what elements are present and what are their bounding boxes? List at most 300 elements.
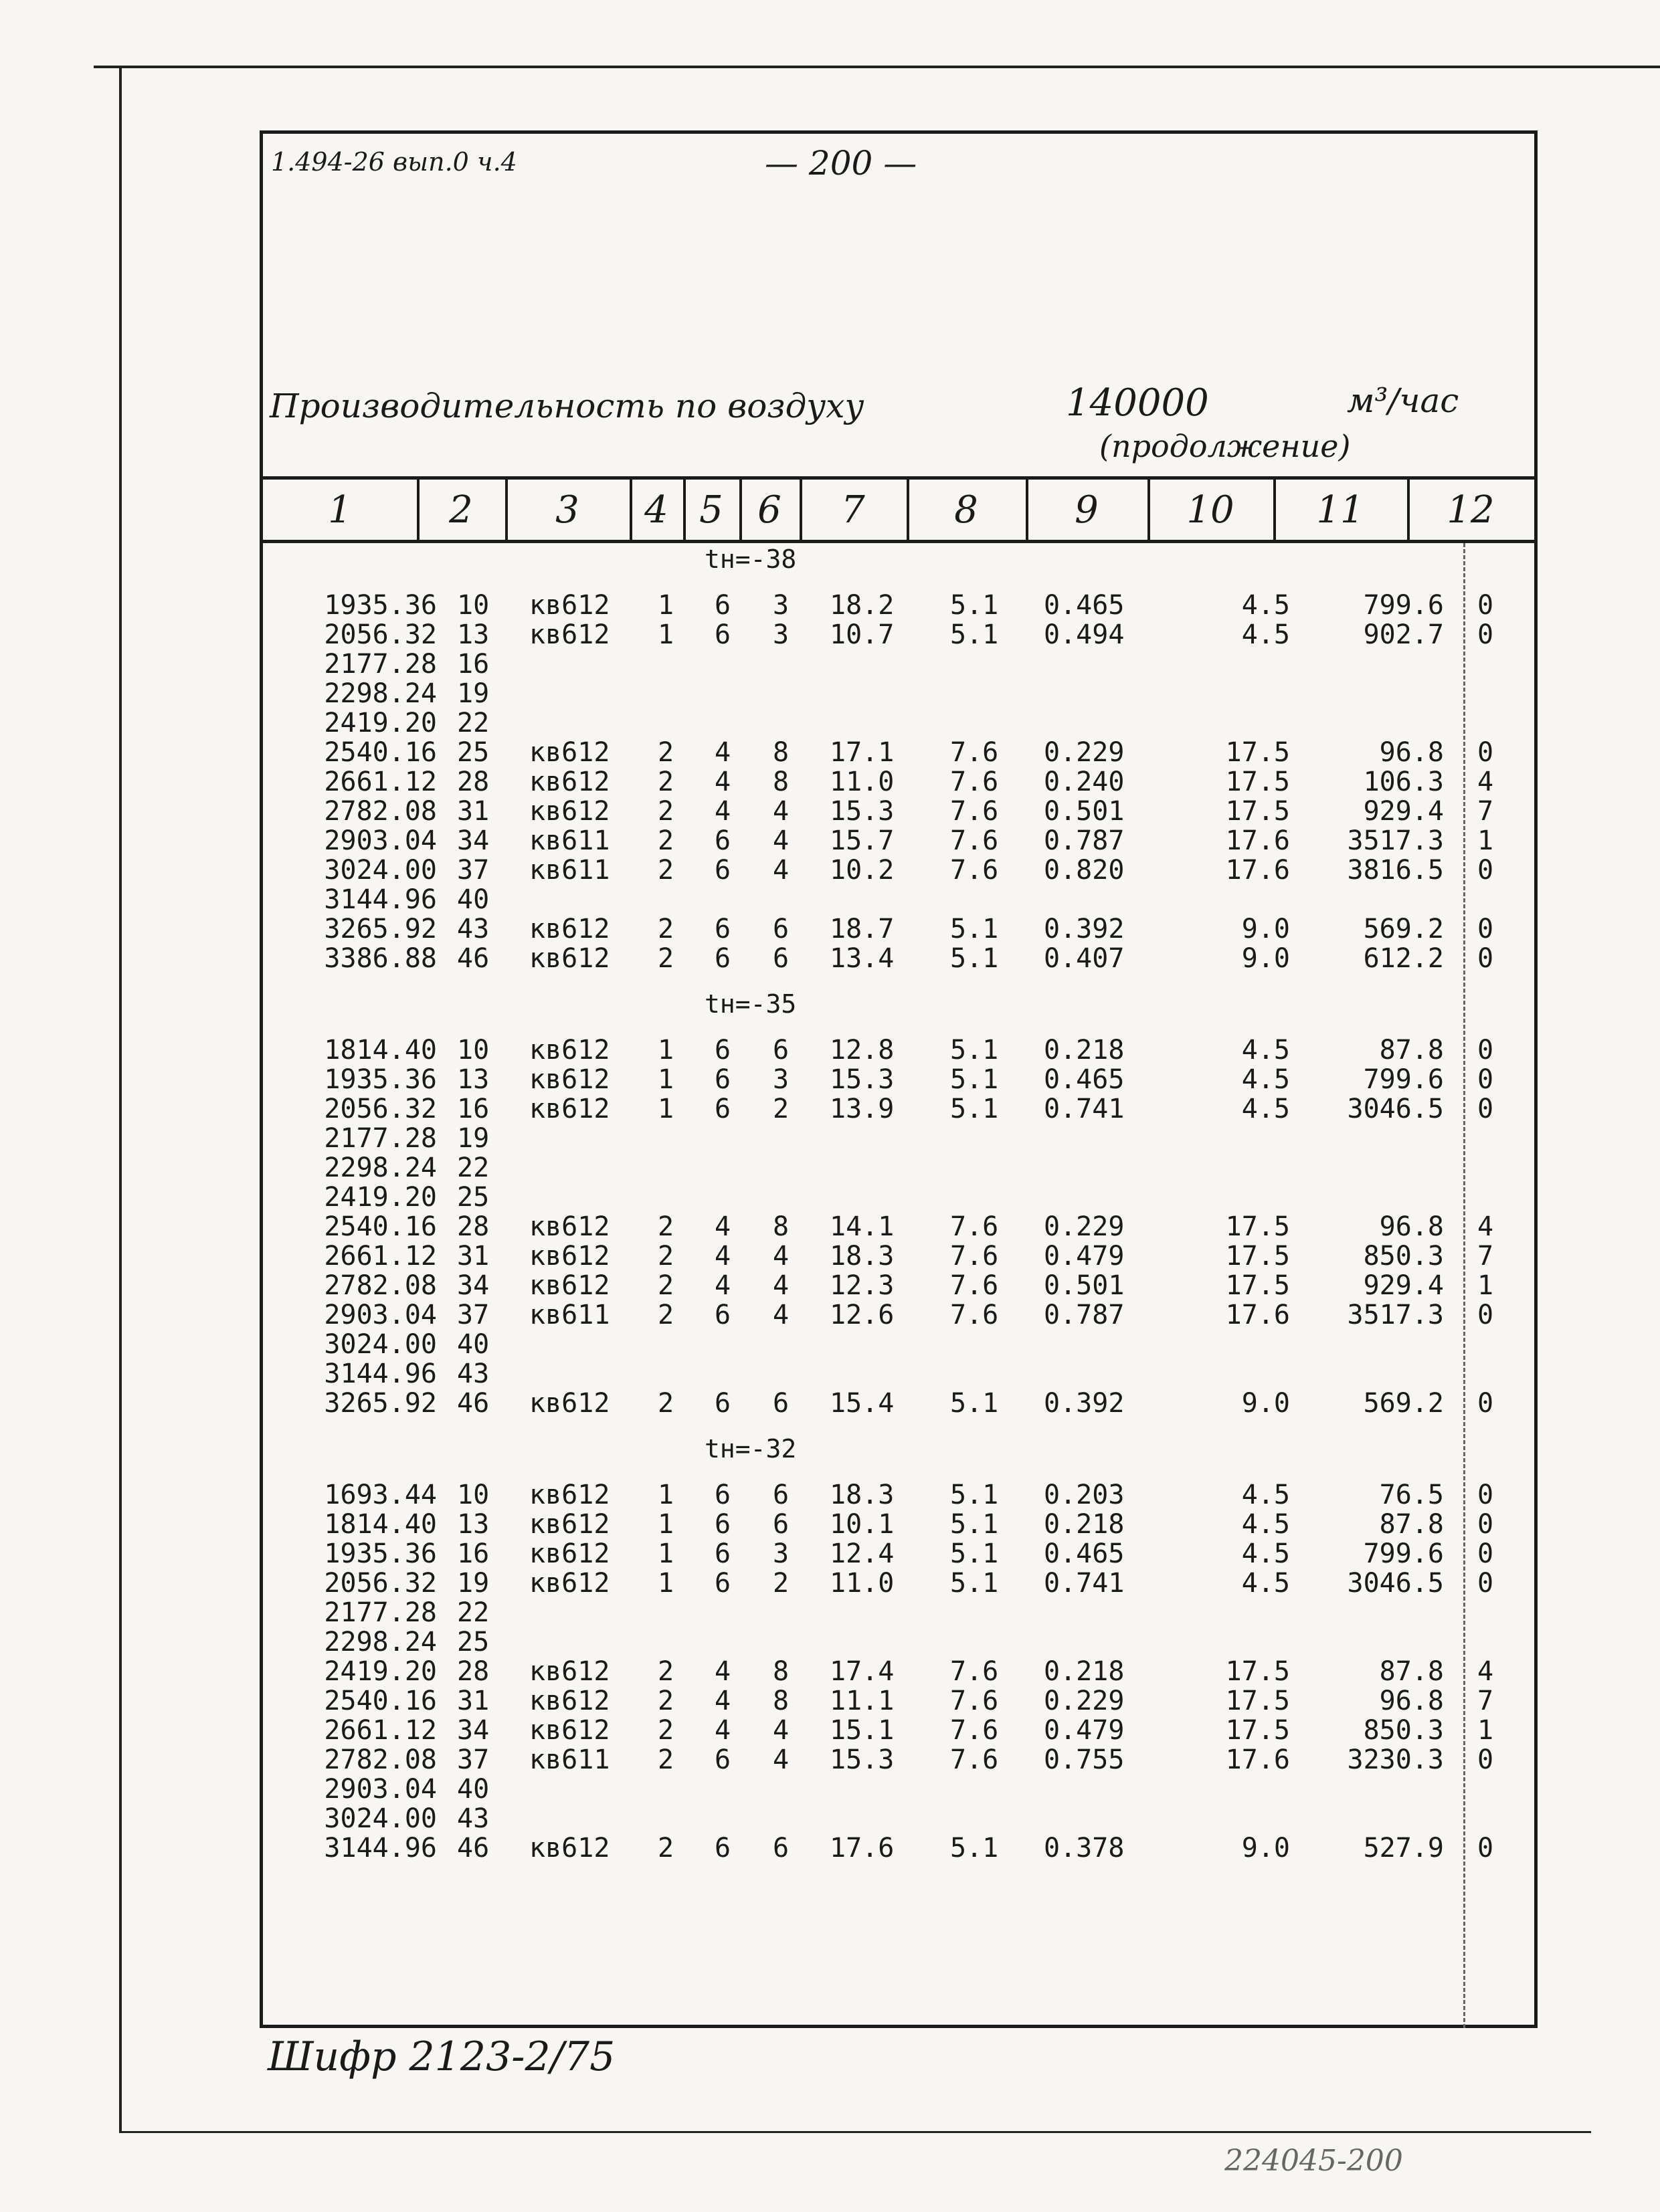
table-row — [263, 1538, 1534, 1569]
cell-col-4: 1 — [658, 1035, 674, 1066]
cell-col-1: 2419.20 — [324, 1182, 437, 1213]
cell-col-1: 2782.08 — [324, 1744, 437, 1775]
cell-col-11: 929.4 — [1363, 796, 1444, 827]
cell-col-11: 87.8 — [1379, 1509, 1444, 1540]
cell-col-11: 87.8 — [1379, 1035, 1444, 1066]
column-header-9: 9 — [1075, 488, 1099, 532]
cell-col-3: кв612 — [529, 1833, 610, 1864]
cell-col-1: 2903.04 — [324, 825, 437, 856]
cell-col-4: 2 — [658, 855, 674, 886]
cell-col-12: 0 — [1477, 590, 1494, 621]
cell-col-1: 3265.92 — [324, 1388, 437, 1419]
table-row — [263, 855, 1534, 886]
cell-col-11: 799.6 — [1363, 1064, 1444, 1095]
table-row — [263, 649, 1534, 680]
cell-col-4: 2 — [658, 825, 674, 856]
column-header-row — [263, 476, 1534, 543]
cell-col-2: 31 — [457, 1241, 490, 1272]
cell-col-7: 15.1 — [830, 1715, 895, 1746]
cell-col-2: 40 — [457, 1329, 490, 1360]
cell-col-10: 4.5 — [1241, 619, 1290, 650]
cell-col-1: 1693.44 — [324, 1480, 437, 1510]
cell-col-6: 2 — [773, 1568, 790, 1599]
cell-col-12: 0 — [1477, 1509, 1494, 1540]
cell-col-12: 0 — [1477, 1833, 1494, 1864]
cell-col-1: 3144.96 — [324, 1833, 437, 1864]
cell-col-3: кв611 — [529, 1744, 610, 1775]
cell-col-7: 11.1 — [830, 1686, 895, 1716]
cell-col-4: 1 — [658, 1064, 674, 1095]
cell-col-9: 0.465 — [1044, 590, 1125, 621]
table-row — [263, 1833, 1534, 1864]
cell-col-10: 9.0 — [1241, 1388, 1290, 1419]
cell-col-7: 12.4 — [830, 1538, 895, 1569]
cell-col-8: 7.6 — [950, 1715, 999, 1746]
cell-col-6: 8 — [773, 767, 790, 797]
cell-col-11: 929.4 — [1363, 1270, 1444, 1301]
cell-col-12: 0 — [1477, 1300, 1494, 1330]
cell-col-11: 3230.3 — [1347, 1744, 1444, 1775]
cell-col-9: 0.741 — [1044, 1094, 1125, 1124]
cell-col-10: 17.5 — [1225, 767, 1290, 797]
cell-col-2: 19 — [457, 1568, 490, 1599]
airflow-value: 140000 — [1066, 381, 1209, 425]
table-body — [263, 543, 1534, 2028]
column-header-5: 5 — [699, 488, 723, 532]
table-row — [263, 1329, 1534, 1360]
cell-col-7: 13.9 — [830, 1094, 895, 1124]
cell-col-6: 4 — [773, 1744, 790, 1775]
cell-col-6: 4 — [773, 855, 790, 886]
cell-col-10: 9.0 — [1241, 914, 1290, 944]
cell-col-2: 25 — [457, 1182, 490, 1213]
table-row — [263, 678, 1534, 709]
cell-col-1: 2540.16 — [324, 1686, 437, 1716]
table-row — [263, 1152, 1534, 1183]
table-row — [263, 796, 1534, 827]
column-separator — [1273, 480, 1276, 540]
cell-col-2: 46 — [457, 1833, 490, 1864]
cell-col-2: 37 — [457, 1744, 490, 1775]
table-row — [263, 1803, 1534, 1834]
cell-col-7: 10.2 — [830, 855, 895, 886]
table-row — [263, 1035, 1534, 1066]
table-row — [263, 1480, 1534, 1510]
cell-col-11: 87.8 — [1379, 1656, 1444, 1687]
cell-col-12: 1 — [1477, 1715, 1494, 1746]
cell-col-5: 6 — [715, 1538, 731, 1569]
cell-col-1: 3144.96 — [324, 1359, 437, 1389]
cell-col-10: 17.6 — [1225, 1744, 1290, 1775]
cell-col-5: 6 — [715, 855, 731, 886]
table-row — [263, 708, 1534, 738]
cell-col-1: 2782.08 — [324, 796, 437, 827]
cell-col-11: 850.3 — [1363, 1715, 1444, 1746]
cell-col-6: 4 — [773, 825, 790, 856]
cell-col-6: 6 — [773, 1388, 790, 1419]
cell-col-2: 40 — [457, 1774, 490, 1805]
cell-col-9: 0.218 — [1044, 1035, 1125, 1066]
cell-col-7: 12.6 — [830, 1300, 895, 1330]
cell-col-2: 22 — [457, 708, 490, 738]
cell-col-3: кв612 — [529, 737, 610, 768]
cell-col-7: 14.1 — [830, 1211, 895, 1242]
cell-col-8: 7.6 — [950, 1211, 999, 1242]
cell-col-5: 6 — [715, 825, 731, 856]
cell-col-8: 7.6 — [950, 1656, 999, 1687]
cell-col-5: 6 — [715, 1064, 731, 1095]
document-reference: 1.494-26 вып.0 ч.4 — [271, 147, 517, 177]
archive-stamp: 224045-200 — [1224, 2144, 1403, 2178]
cell-col-11: 569.2 — [1363, 914, 1444, 944]
cell-col-4: 1 — [658, 619, 674, 650]
table-row — [263, 737, 1534, 768]
cell-col-12: 1 — [1477, 1270, 1494, 1301]
column-header-3: 3 — [555, 488, 579, 532]
cell-col-5: 4 — [715, 1211, 731, 1242]
cell-col-12: 0 — [1477, 619, 1494, 650]
table-row — [263, 1774, 1534, 1805]
cell-col-7: 17.4 — [830, 1656, 895, 1687]
cell-col-11: 106.3 — [1363, 767, 1444, 797]
column-separator — [505, 480, 508, 540]
cell-col-5: 6 — [715, 943, 731, 974]
cell-col-8: 5.1 — [950, 1388, 999, 1419]
cell-col-1: 2419.20 — [324, 1656, 437, 1687]
cell-col-1: 2419.20 — [324, 708, 437, 738]
section-label: tн=-32 — [705, 1434, 797, 1464]
cell-col-2: 10 — [457, 590, 490, 621]
cell-col-2: 28 — [457, 1656, 490, 1687]
cell-col-1: 2298.24 — [324, 1152, 437, 1183]
cell-col-3: кв612 — [529, 796, 610, 827]
cell-col-1: 1814.40 — [324, 1509, 437, 1540]
outer-frame-left — [119, 66, 122, 2132]
cell-col-1: 2903.04 — [324, 1774, 437, 1805]
cell-col-2: 13 — [457, 1509, 490, 1540]
cell-col-1: 2298.24 — [324, 1627, 437, 1657]
cell-col-3: кв612 — [529, 1656, 610, 1687]
column-header-2: 2 — [449, 488, 473, 532]
cell-col-4: 1 — [658, 1568, 674, 1599]
table-row — [263, 767, 1534, 797]
cell-col-2: 46 — [457, 1388, 490, 1419]
cell-col-6: 8 — [773, 1686, 790, 1716]
cell-col-2: 31 — [457, 796, 490, 827]
cell-col-8: 5.1 — [950, 1064, 999, 1095]
cell-col-5: 6 — [715, 1744, 731, 1775]
section-label: tн=-38 — [705, 544, 797, 574]
cell-col-5: 6 — [715, 619, 731, 650]
cell-col-10: 17.5 — [1225, 1270, 1290, 1301]
cell-col-8: 5.1 — [950, 590, 999, 621]
cell-col-5: 6 — [715, 590, 731, 621]
cell-col-1: 2056.32 — [324, 619, 437, 650]
cell-col-8: 5.1 — [950, 1035, 999, 1066]
cell-col-4: 1 — [658, 1538, 674, 1569]
cell-col-10: 17.5 — [1225, 1656, 1290, 1687]
cell-col-10: 4.5 — [1241, 1035, 1290, 1066]
cell-col-8: 7.6 — [950, 1300, 999, 1330]
table-row — [263, 1300, 1534, 1330]
cell-col-2: 31 — [457, 1686, 490, 1716]
cell-col-12: 0 — [1477, 943, 1494, 974]
column-header-12: 12 — [1447, 488, 1495, 532]
cell-col-3: кв612 — [529, 1094, 610, 1124]
cell-col-3: кв611 — [529, 825, 610, 856]
cell-col-10: 17.6 — [1225, 825, 1290, 856]
table-row — [263, 1656, 1534, 1687]
cell-col-5: 6 — [715, 1833, 731, 1864]
table-row — [263, 590, 1534, 621]
cell-col-3: кв612 — [529, 1211, 610, 1242]
cell-col-8: 7.6 — [950, 796, 999, 827]
page-number: — 200 — — [765, 144, 917, 183]
cell-col-7: 12.8 — [830, 1035, 895, 1066]
column-header-11: 11 — [1316, 488, 1364, 532]
cell-col-4: 2 — [658, 1686, 674, 1716]
cell-col-3: кв612 — [529, 1388, 610, 1419]
cell-col-2: 22 — [457, 1597, 490, 1628]
cell-col-4: 2 — [658, 943, 674, 974]
cell-col-12: 0 — [1477, 1094, 1494, 1124]
cell-col-2: 43 — [457, 1359, 490, 1389]
cell-col-10: 4.5 — [1241, 1568, 1290, 1599]
cell-col-1: 3024.00 — [324, 855, 437, 886]
cell-col-4: 1 — [658, 1509, 674, 1540]
table-row — [263, 1597, 1534, 1628]
cell-col-1: 3386.88 — [324, 943, 437, 974]
table-row — [263, 1568, 1534, 1599]
cell-col-2: 34 — [457, 1270, 490, 1301]
column-header-8: 8 — [954, 488, 978, 532]
cell-col-6: 8 — [773, 1211, 790, 1242]
column-header-4: 4 — [644, 488, 668, 532]
column-header-10: 10 — [1186, 488, 1234, 532]
cell-col-6: 4 — [773, 796, 790, 827]
cell-col-1: 1935.36 — [324, 590, 437, 621]
cell-col-9: 0.494 — [1044, 619, 1125, 650]
cell-col-4: 2 — [658, 1211, 674, 1242]
cell-col-10: 17.5 — [1225, 1686, 1290, 1716]
cell-col-10: 17.6 — [1225, 1300, 1290, 1330]
cell-col-9: 0.407 — [1044, 943, 1125, 974]
cell-col-5: 4 — [715, 1270, 731, 1301]
cell-col-2: 43 — [457, 914, 490, 944]
cell-col-3: кв612 — [529, 767, 610, 797]
cell-col-4: 2 — [658, 796, 674, 827]
cell-col-12: 4 — [1477, 1656, 1494, 1687]
cell-col-8: 7.6 — [950, 767, 999, 797]
cell-col-6: 2 — [773, 1094, 790, 1124]
cell-col-2: 25 — [457, 737, 490, 768]
cell-col-1: 1814.40 — [324, 1035, 437, 1066]
cell-col-6: 6 — [773, 914, 790, 944]
table-row — [263, 1627, 1534, 1657]
cell-col-1: 3024.00 — [324, 1329, 437, 1360]
cell-col-2: 34 — [457, 1715, 490, 1746]
column-separator — [683, 480, 686, 540]
cell-col-9: 0.787 — [1044, 825, 1125, 856]
cell-col-6: 4 — [773, 1715, 790, 1746]
cell-col-10: 17.6 — [1225, 855, 1290, 886]
cell-col-8: 5.1 — [950, 943, 999, 974]
cell-col-8: 5.1 — [950, 1833, 999, 1864]
cell-col-2: 22 — [457, 1152, 490, 1183]
cell-col-6: 6 — [773, 1509, 790, 1540]
cell-col-1: 2298.24 — [324, 678, 437, 709]
table-row — [263, 1094, 1534, 1124]
cell-col-3: кв612 — [529, 1686, 610, 1716]
cell-col-1: 2056.32 — [324, 1094, 437, 1124]
cell-col-3: кв612 — [529, 1035, 610, 1066]
cell-col-10: 17.5 — [1225, 796, 1290, 827]
cell-col-3: кв612 — [529, 619, 610, 650]
cell-col-2: 43 — [457, 1803, 490, 1834]
table-row — [263, 1270, 1534, 1301]
continuation-note: (продолжение) — [1099, 428, 1351, 464]
cell-col-1: 3265.92 — [324, 914, 437, 944]
cell-col-2: 10 — [457, 1035, 490, 1066]
cell-col-4: 2 — [658, 914, 674, 944]
cell-col-9: 0.479 — [1044, 1241, 1125, 1272]
cell-col-12: 7 — [1477, 796, 1494, 827]
cell-col-1: 3144.96 — [324, 884, 437, 915]
cell-col-8: 5.1 — [950, 1480, 999, 1510]
cell-col-12: 4 — [1477, 767, 1494, 797]
cell-col-6: 8 — [773, 1656, 790, 1687]
cell-col-6: 3 — [773, 1538, 790, 1569]
cell-col-8: 7.6 — [950, 737, 999, 768]
cell-col-4: 2 — [658, 1744, 674, 1775]
column-separator — [1407, 480, 1410, 540]
cell-col-4: 2 — [658, 1241, 674, 1272]
cell-col-9: 0.392 — [1044, 914, 1125, 944]
cell-col-11: 612.2 — [1363, 943, 1444, 974]
cell-col-2: 16 — [457, 1538, 490, 1569]
cell-col-2: 34 — [457, 825, 490, 856]
cell-col-9: 0.203 — [1044, 1480, 1125, 1510]
cell-col-2: 37 — [457, 1300, 490, 1330]
cell-col-5: 6 — [715, 1035, 731, 1066]
cell-col-3: кв612 — [529, 914, 610, 944]
cell-col-1: 1935.36 — [324, 1064, 437, 1095]
cell-col-4: 2 — [658, 1388, 674, 1419]
cell-col-4: 2 — [658, 1715, 674, 1746]
table-row — [263, 1509, 1534, 1540]
cell-col-10: 17.5 — [1225, 737, 1290, 768]
cell-col-12: 0 — [1477, 855, 1494, 886]
cell-col-7: 15.3 — [830, 1064, 895, 1095]
cell-col-9: 0.501 — [1044, 1270, 1125, 1301]
column-header-6: 6 — [757, 488, 781, 532]
cell-col-11: 799.6 — [1363, 590, 1444, 621]
cell-col-12: 1 — [1477, 825, 1494, 856]
cell-col-5: 4 — [715, 1656, 731, 1687]
airflow-unit: м³/час — [1347, 381, 1459, 420]
cell-col-5: 4 — [715, 796, 731, 827]
cell-col-2: 28 — [457, 767, 490, 797]
cell-col-9: 0.741 — [1044, 1568, 1125, 1599]
cell-col-8: 7.6 — [950, 1270, 999, 1301]
cell-col-6: 6 — [773, 943, 790, 974]
cell-col-6: 3 — [773, 590, 790, 621]
cell-col-7: 18.7 — [830, 914, 895, 944]
cell-col-2: 16 — [457, 649, 490, 680]
cell-col-9: 0.378 — [1044, 1833, 1125, 1864]
cell-col-11: 96.8 — [1379, 737, 1444, 768]
cell-col-11: 3816.5 — [1347, 855, 1444, 886]
cell-col-2: 13 — [457, 1064, 490, 1095]
cell-col-8: 7.6 — [950, 825, 999, 856]
cell-col-9: 0.229 — [1044, 737, 1125, 768]
cell-col-3: кв612 — [529, 1064, 610, 1095]
table-row — [263, 1211, 1534, 1242]
cell-col-12: 7 — [1477, 1686, 1494, 1716]
cell-col-7: 15.4 — [830, 1388, 895, 1419]
cell-col-9: 0.229 — [1044, 1211, 1125, 1242]
cell-col-12: 0 — [1477, 1538, 1494, 1569]
cell-col-8: 5.1 — [950, 619, 999, 650]
cell-col-6: 4 — [773, 1270, 790, 1301]
cell-col-11: 96.8 — [1379, 1686, 1444, 1716]
column-header-1: 1 — [328, 488, 352, 532]
column-separator — [417, 480, 420, 540]
cell-col-12: 7 — [1477, 1241, 1494, 1272]
cell-col-8: 5.1 — [950, 1568, 999, 1599]
cell-col-5: 4 — [715, 737, 731, 768]
cell-col-1: 2177.28 — [324, 1597, 437, 1628]
cell-col-10: 4.5 — [1241, 1064, 1290, 1095]
cell-col-5: 6 — [715, 1388, 731, 1419]
cell-col-1: 2540.16 — [324, 737, 437, 768]
cell-col-7: 13.4 — [830, 943, 895, 974]
cell-col-2: 28 — [457, 1211, 490, 1242]
cell-col-11: 850.3 — [1363, 1241, 1444, 1272]
cell-col-7: 12.3 — [830, 1270, 895, 1301]
table-row — [263, 943, 1534, 974]
column-separator — [1147, 480, 1150, 540]
cell-col-7: 18.2 — [830, 590, 895, 621]
column-separator — [800, 480, 802, 540]
table-row — [263, 619, 1534, 650]
cell-col-1: 2661.12 — [324, 1715, 437, 1746]
table-row — [263, 884, 1534, 915]
cell-col-9: 0.501 — [1044, 796, 1125, 827]
table-row — [263, 825, 1534, 856]
cell-col-3: кв611 — [529, 1300, 610, 1330]
cell-col-11: 76.5 — [1379, 1480, 1444, 1510]
cell-col-11: 3046.5 — [1347, 1094, 1444, 1124]
cell-col-3: кв612 — [529, 1715, 610, 1746]
table-row — [263, 1064, 1534, 1095]
cell-col-7: 10.1 — [830, 1509, 895, 1540]
cell-col-3: кв612 — [529, 943, 610, 974]
cell-col-5: 6 — [715, 1509, 731, 1540]
cell-col-9: 0.392 — [1044, 1388, 1125, 1419]
table-row — [263, 1744, 1534, 1775]
column-header-7: 7 — [841, 488, 865, 532]
cell-col-3: кв611 — [529, 855, 610, 886]
cell-col-1: 3024.00 — [324, 1803, 437, 1834]
cell-col-5: 6 — [715, 1568, 731, 1599]
cell-col-5: 4 — [715, 1241, 731, 1272]
cell-col-11: 902.7 — [1363, 619, 1444, 650]
cell-col-9: 0.218 — [1044, 1656, 1125, 1687]
cell-col-5: 4 — [715, 767, 731, 797]
cell-col-5: 6 — [715, 1300, 731, 1330]
table-row — [263, 1388, 1534, 1419]
